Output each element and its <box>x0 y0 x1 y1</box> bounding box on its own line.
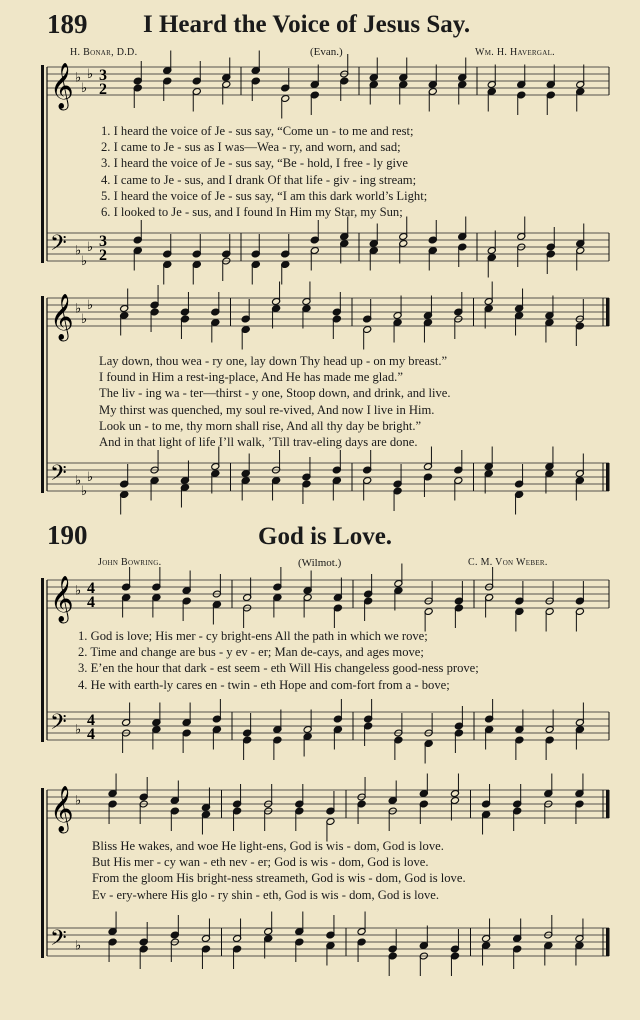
verse-line: 3. E’en the hour that dark - est seem - eth Will His changeless good-ness prove; <box>78 661 479 676</box>
verse-line: 5. I heard the voice of Je - sus say, “I am this dark world’s Light; <box>101 188 428 203</box>
bass-clef-icon: 𝄢 <box>50 926 67 956</box>
flat-icon: ♭ <box>87 298 94 313</box>
treble-clef-icon: 𝄞 <box>50 294 74 340</box>
time-signature-top: 4 <box>87 580 95 597</box>
flat-icon: ♭ <box>75 243 82 259</box>
flat-icon: ♭ <box>75 473 82 489</box>
treble-clef-icon: 𝄞 <box>50 576 74 622</box>
hymn-title: God is Love. <box>258 523 393 550</box>
verse-line: I found in Him a rest-ing-place, And He has made me glad.” <box>99 370 403 385</box>
verse-line: From the gloom His bright-ness streameth, God is wis - dom, God is love. <box>92 871 466 886</box>
time-signature-bottom: 2 <box>99 247 107 264</box>
flat-icon: ♭ <box>81 312 88 327</box>
flat-icon: ♭ <box>81 81 88 96</box>
hymn-author: H. Bonar, D.D. <box>70 47 138 58</box>
verse-line: 3. I heard the voice of Je - sus say, “Be - hold, I free - ly give <box>101 156 408 171</box>
treble-clef-icon: 𝄞 <box>50 63 74 109</box>
flat-icon: ♭ <box>87 67 94 82</box>
hymn-tune: (Wilmot.) <box>298 557 342 569</box>
flat-icon: ♭ <box>75 301 82 317</box>
hymn-tune: (Evan.) <box>310 46 343 58</box>
flat-icon: ♭ <box>81 254 88 269</box>
system-brace <box>41 788 44 958</box>
flat-icon: ♭ <box>87 240 94 255</box>
flat-icon: ♭ <box>87 470 94 485</box>
verse-line: 1. God is love; His mer - cy bright-ens All the path in which we rove; <box>78 629 428 643</box>
time-signature-bottom: 4 <box>87 594 95 611</box>
verse-line: 4. He with earth-ly cares en - twin - eth Hope and com-fort from a - bove; <box>78 677 450 692</box>
time-signature-bottom: 4 <box>87 726 95 743</box>
time-signature-top: 4 <box>87 712 95 729</box>
verse-line: 1. I heard the voice of Je - sus say, “Come un - to me and rest; <box>101 124 414 138</box>
verse-block <box>92 838 466 903</box>
bass-clef-icon: 𝄢 <box>50 231 67 261</box>
verse-line: Bliss He wakes, and woe He light-ens, God is wis - dom, God is love. <box>92 839 444 853</box>
flat-icon: ♭ <box>75 793 82 809</box>
verse-line: Lay down, thou wea - ry one, lay down Thy head up - on my breast.” <box>99 354 448 368</box>
verse-line: And in that light of life I’ll walk, ’Till trav-eling days are done. <box>99 435 418 450</box>
verse-line: Ev - ery-where His glo - ry shin - eth, God is wis - dom, God is love. <box>92 887 439 902</box>
flat-icon: ♭ <box>75 938 82 954</box>
treble-clef-icon: 𝄞 <box>50 786 74 832</box>
hymn-number: 190 <box>47 520 88 550</box>
verse-line: 6. I looked to Je - sus, and I found In Him my Star, my Sun; <box>101 205 403 220</box>
flat-icon: ♭ <box>75 583 82 599</box>
verse-line: Look un - to me, thy morn shall rise, And all thy day be bright.” <box>99 418 422 433</box>
verse-line: 2. Time and change are bus - y ev - er; Man de-cays, and ages move; <box>78 645 424 660</box>
hymn-author: John Bowring. <box>98 557 162 568</box>
bass-clef-icon: 𝄢 <box>50 710 67 740</box>
flat-icon: ♭ <box>75 70 82 86</box>
time-signature-top: 3 <box>99 67 107 84</box>
verse-line: 2. I came to Je - sus as I was—Wea - ry, and worn, and sad; <box>101 140 401 155</box>
verse-line: The liv - ing wa - ter—thirst - y one, Stoop down, and drink, and live. <box>99 386 451 401</box>
verse-line: 4. I came to Je - sus, and I drank Of that life - giv - ing stream; <box>101 172 417 187</box>
hymn-composer: C. M. Von Weber. <box>468 557 548 568</box>
hymn-title: I Heard the Voice of Jesus Say. <box>143 11 471 38</box>
time-signature-bottom: 2 <box>99 81 107 98</box>
verse-line: My thirst was quenched, my soul re-vived, And now I live in Him. <box>99 402 435 417</box>
time-signature-top: 3 <box>99 233 107 250</box>
final-bar-thick <box>606 790 610 818</box>
final-bar-thick <box>606 928 610 956</box>
hymn-number: 189 <box>47 9 88 39</box>
flat-icon: ♭ <box>75 722 82 738</box>
flat-icon: ♭ <box>81 484 88 499</box>
verse-line: But His mer - cy wan - eth nev - er; God is wis - dom, God is love. <box>92 855 429 870</box>
bass-clef-icon: 𝄢 <box>50 461 67 491</box>
hymn-composer: Wm. H. Havergal. <box>475 47 555 58</box>
